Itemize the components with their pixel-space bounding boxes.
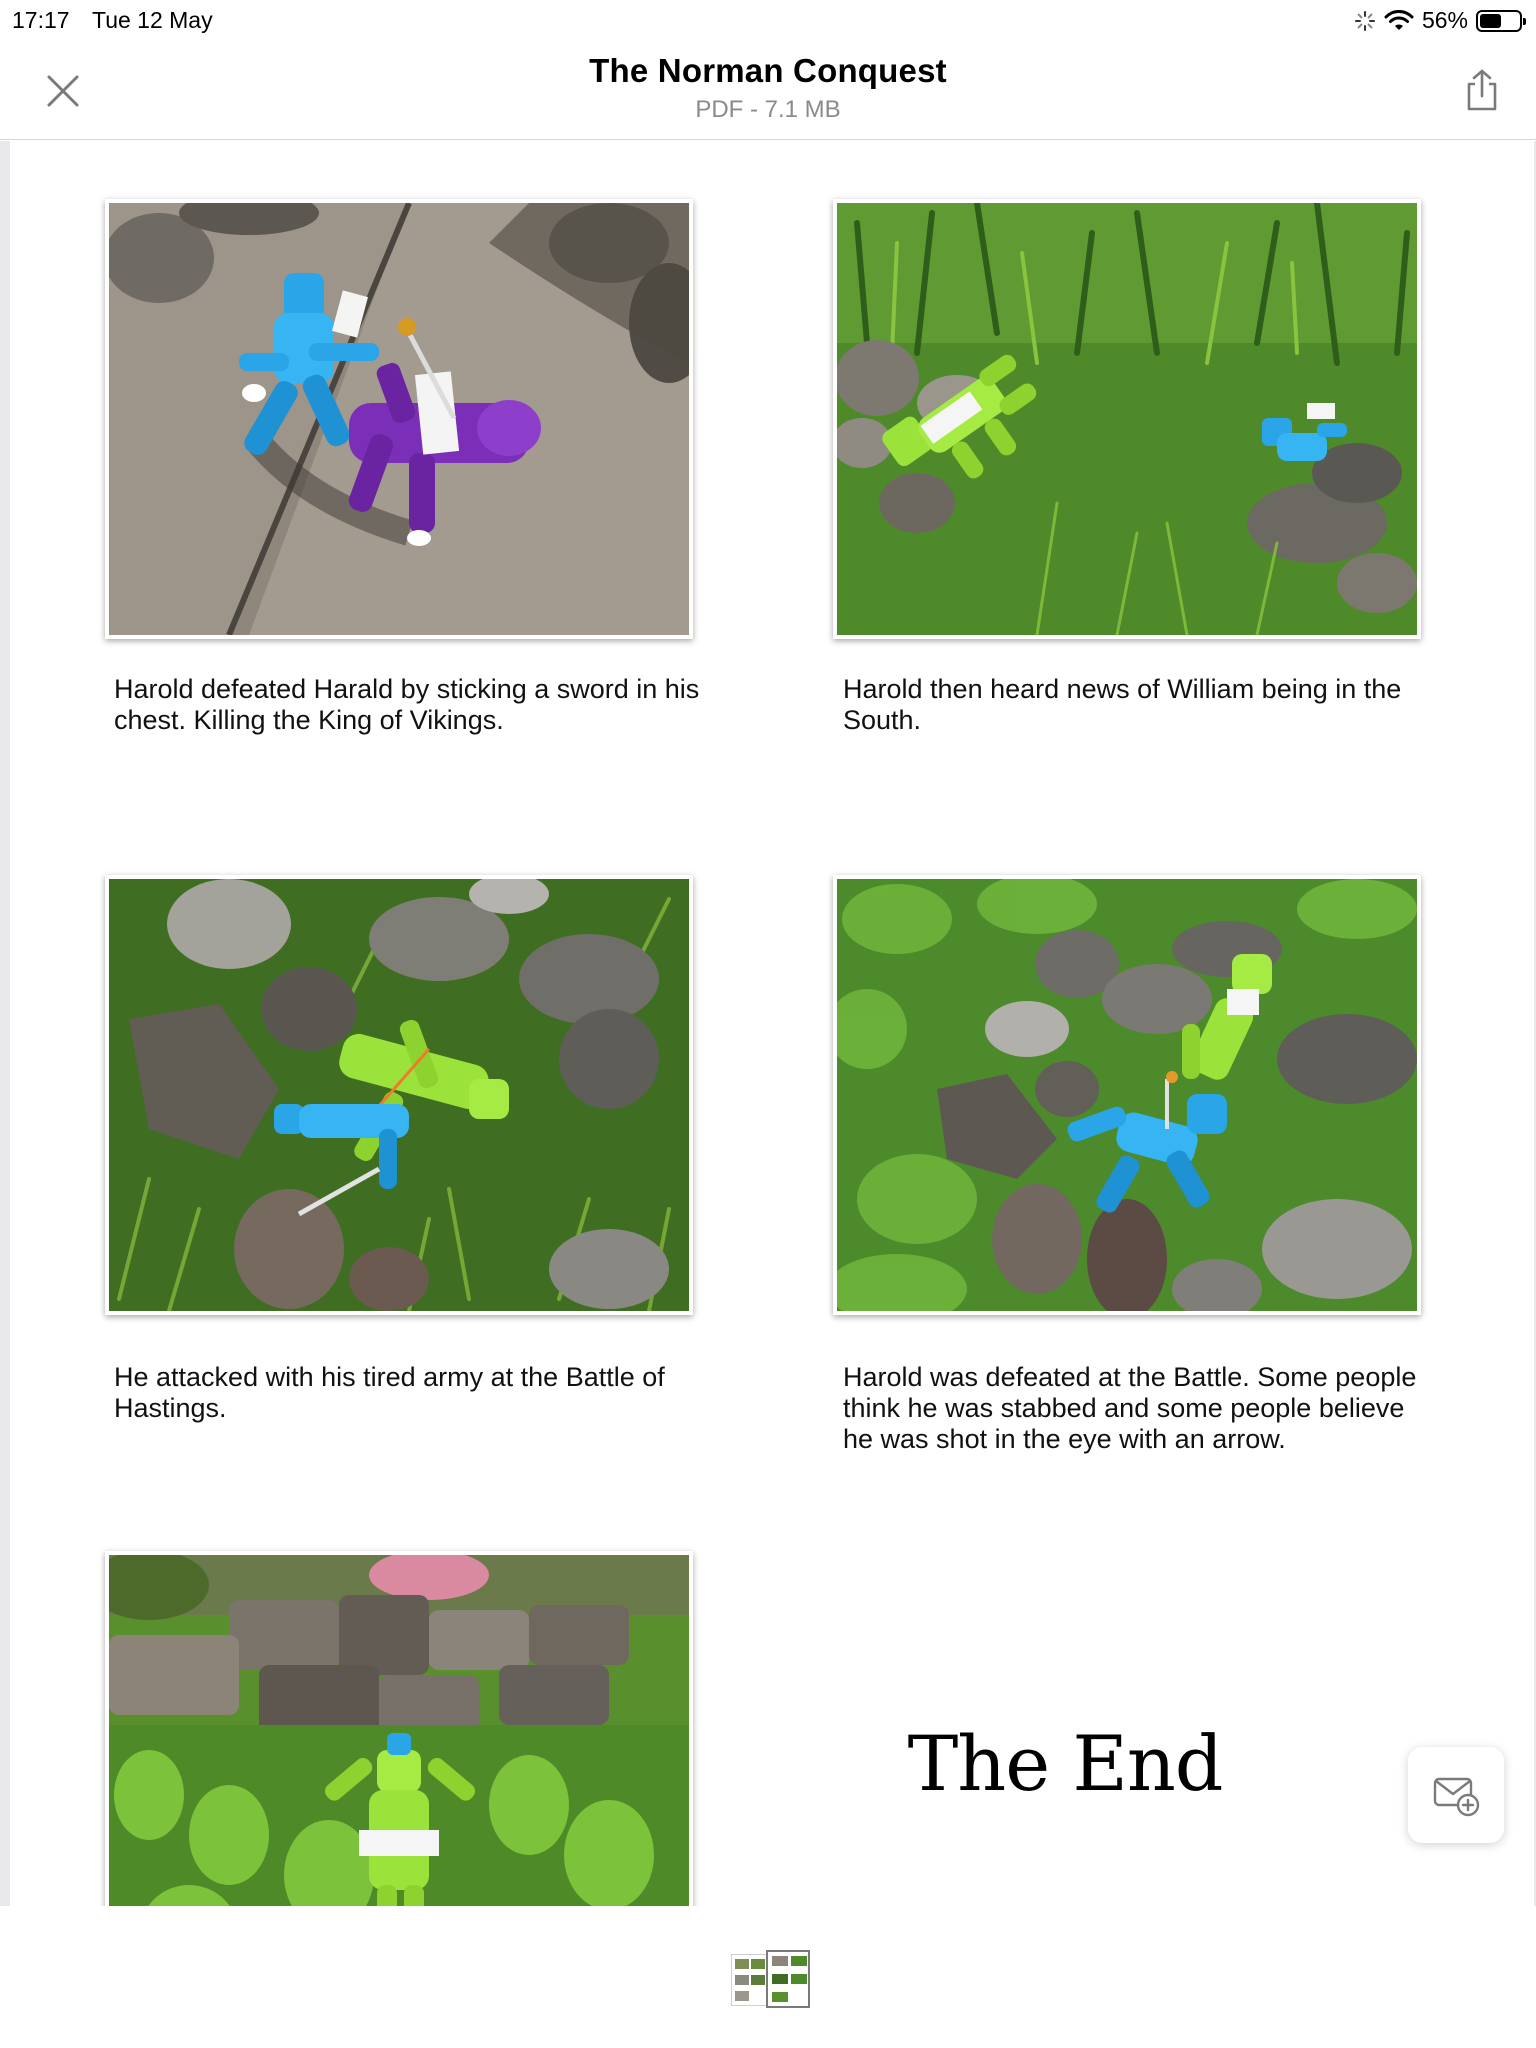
mail-add-button[interactable] <box>1408 1747 1504 1843</box>
status-date: Tue 12 May <box>92 7 213 33</box>
page-thumbnail-2[interactable] <box>766 1950 810 2008</box>
document-viewer[interactable] <box>0 141 1536 1906</box>
nav-bar <box>0 40 1536 140</box>
photo-william-victorious <box>105 1551 693 1906</box>
photo-1-image <box>109 203 689 635</box>
title-block <box>0 52 1536 124</box>
photo-harold-vs-harald <box>105 199 693 639</box>
document-title: The Norman Conquest <box>589 52 947 89</box>
caption-3: He attacked with his tired army at the Battle of Hastings. <box>114 1362 665 1423</box>
page-thumbnail-1[interactable] <box>731 1954 769 2006</box>
page-thumbnail-strip <box>0 1906 1536 2048</box>
caption-2: Harold then heard news of William being in the South. <box>843 674 1402 735</box>
battery-percent: 56% <box>1421 7 1468 33</box>
mail-add-icon <box>1432 1773 1480 1817</box>
caption-4: Harold was defeated at the Battle. Some people think he was stabbed and some people believe he was shot in the eye with an arrow. <box>843 1362 1417 1454</box>
photo-news-of-william <box>833 199 1421 639</box>
photo-5-image <box>109 1555 689 1906</box>
battery-level <box>1480 14 1501 28</box>
photo-3-image <box>109 879 689 1311</box>
photo-harold-defeated <box>833 875 1421 1315</box>
share-icon <box>1462 68 1502 112</box>
status-indicators <box>1354 7 1522 34</box>
photo-battle-of-hastings <box>105 875 693 1315</box>
photo-2-image <box>837 203 1417 635</box>
battery-icon <box>1476 10 1522 32</box>
status-bar <box>0 0 1536 40</box>
status-time: 17:17 <box>12 7 70 33</box>
share-button[interactable] <box>1456 64 1508 116</box>
caption-1: Harold defeated Harald by sticking a sword in his chest. Killing the King of Vikings. <box>114 674 700 735</box>
activity-spinner-icon <box>1354 10 1376 32</box>
photo-4-image <box>837 879 1417 1311</box>
wifi-icon <box>1384 10 1414 32</box>
pdf-page <box>10 141 1534 1906</box>
document-subtitle: PDF - 7.1 MB <box>695 96 841 123</box>
the-end-heading: The End <box>907 1719 1223 1808</box>
